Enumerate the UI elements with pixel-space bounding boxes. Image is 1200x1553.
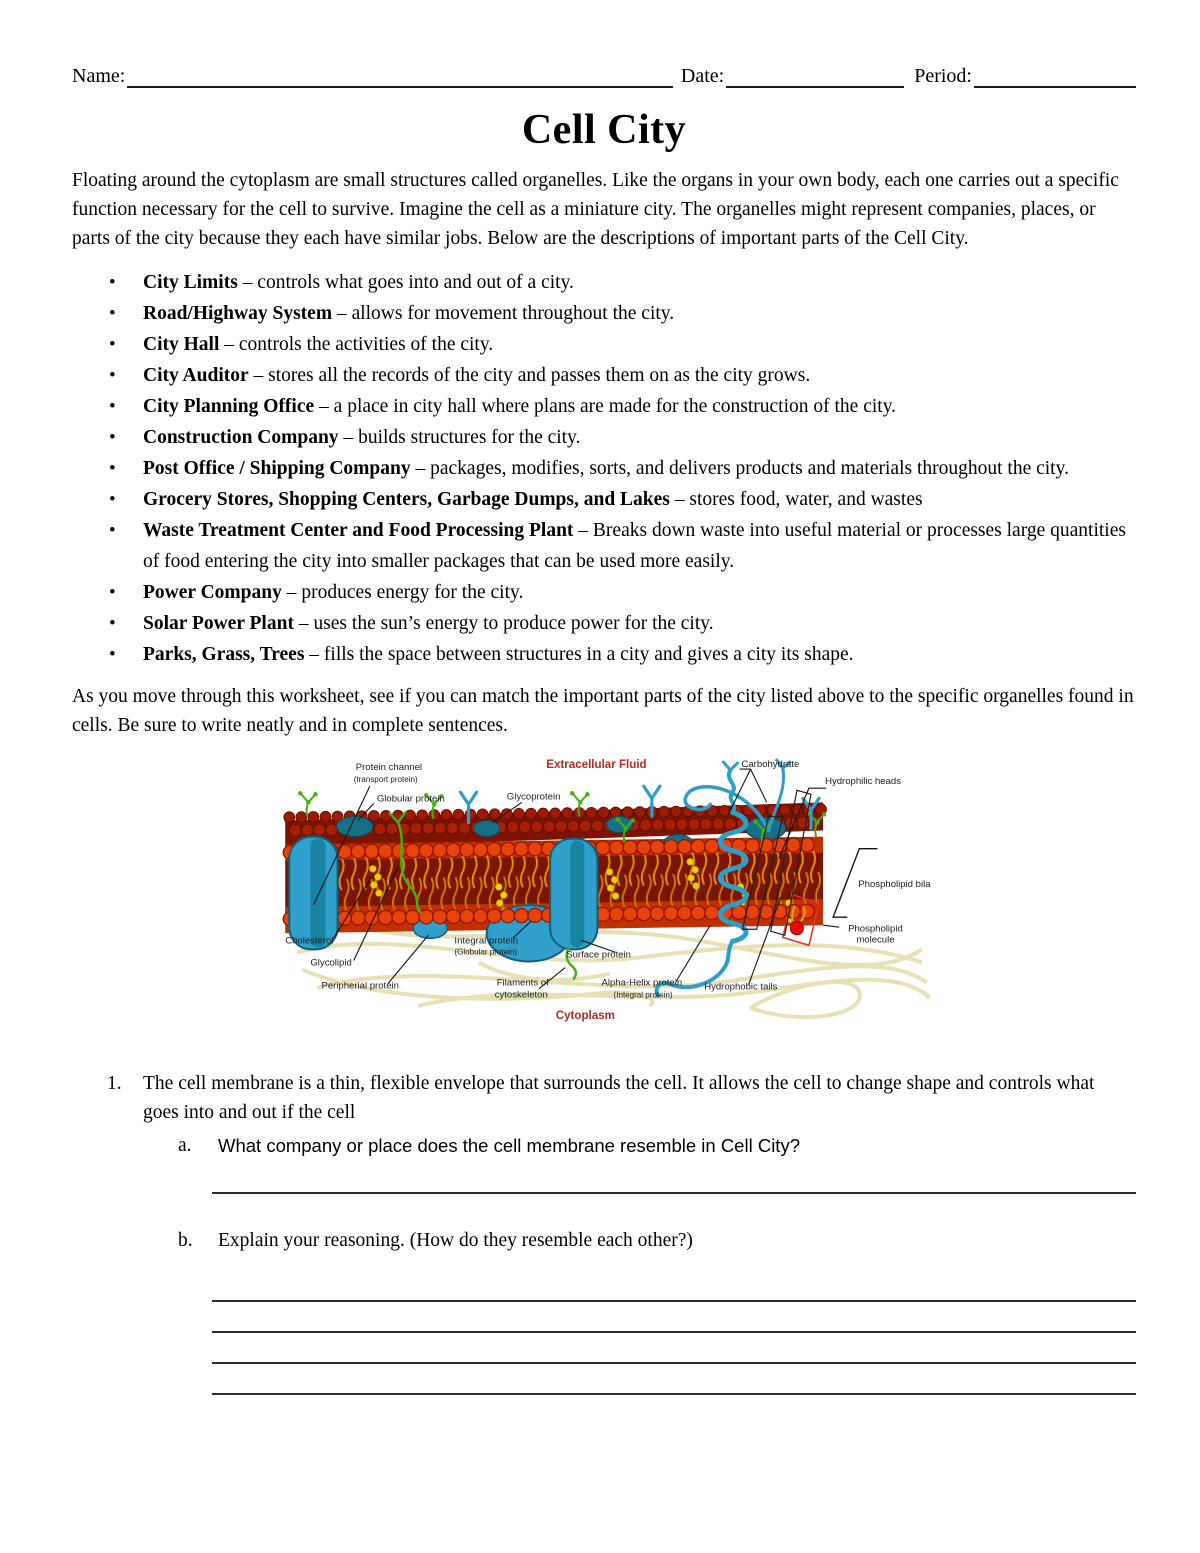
bullet-item-0 [143, 267, 1136, 298]
bullet-desc: – stores all the records of the city and passes them on as the city grows. [253, 365, 811, 386]
bullet-desc: – Breaks down waste into useful material or processes large quantities of food entering the city into smaller packages that can be used more easily. [143, 520, 1126, 572]
bullet-term: City Auditor [143, 365, 249, 386]
period-blank-line[interactable] [974, 62, 1136, 88]
bullet-term: Grocery Stores, Shopping Centers, Garbage Dumps, and Lakes [143, 489, 670, 510]
cytoskeleton-filaments [297, 929, 930, 1017]
label-alpha-helix-2: (Integral protein) [613, 990, 673, 1000]
bullet-item-7 [143, 484, 1136, 515]
bullet-term: Road/Highway System [143, 303, 333, 324]
label-surface-protein: Surface protein [565, 949, 631, 961]
label-protein-channel: Protein channel [355, 762, 422, 774]
question-1a-text: What company or place does the cell membrane resemble in Cell City? [218, 1135, 800, 1156]
label-integral-protein-1: Integral protein [453, 935, 518, 947]
label-cytoplasm: Cytoplasm [555, 1009, 615, 1022]
label-peripheral-protein: Peripherial protein [320, 980, 399, 992]
bullet-term: Solar Power Plant [143, 613, 294, 634]
answer-line-1b-1[interactable] [212, 1271, 1136, 1302]
bullet-term: Parks, Grass, Trees [143, 644, 305, 665]
label-filaments-2: cytoskeleton [494, 989, 548, 1001]
cell-membrane-diagram [277, 756, 932, 1039]
city-parts-list [72, 267, 1136, 670]
bullet-item-8 [143, 515, 1136, 577]
question-1-text: The cell membrane is a thin, flexible envelope that surrounds the cell. It allows the cell to change shape and controls what goes into and out if the cell [143, 1073, 1095, 1123]
date-blank-line[interactable] [726, 62, 904, 88]
bullet-item-5 [143, 422, 1136, 453]
bullet-desc: – fills the space between structures in a city and gives a city its shape. [309, 644, 854, 665]
bullet-desc: – controls what goes into and out of a city. [242, 272, 574, 293]
bullet-item-2 [143, 329, 1136, 360]
label-integral-protein-2: (Globular protein) [453, 947, 517, 957]
name-date-period-row [72, 62, 1136, 88]
question-1 [72, 1069, 1136, 1127]
label-phospholipid-molecule-1: Phospholipid [847, 923, 903, 935]
label-phospholipid-molecule-2: molecule [855, 934, 895, 946]
questions-section [72, 1069, 1136, 1395]
label-glycoprotein: Glycoprotein [506, 791, 560, 803]
label-glycolipid: Glycolipid [309, 957, 352, 969]
answer-lines-1b [212, 1271, 1136, 1395]
label-alpha-helix-1: Alpha-Helix protein [600, 977, 682, 989]
bullet-item-4 [143, 391, 1136, 422]
label-extracellular-fluid: Extracellular Fluid [545, 759, 647, 772]
page-title: Cell City [521, 107, 687, 153]
intro-paragraph: Floating around the cytoplasm are small structures called organelles. Like the organs in your own body, each one carries out a specific function necessary for the cell to survive. Imagine the cell as a miniature city. The organelles might represent companies, places, or parts of the city because they each have similar jobs. Below are the descriptions of important parts of the Cell City. [72, 170, 1119, 249]
bullet-desc: – packages, modifies, sorts, and delivers products and materials throughout the city. [415, 458, 1069, 479]
closing-paragraph: As you move through this worksheet, see if you can match the important parts of the city listed above to the specific organelles found in cells. Be sure to write neatly and in complete sentences. [72, 686, 1134, 736]
period-label: Period: [914, 65, 972, 87]
bullet-term: Post Office / Shipping Company [143, 458, 411, 479]
label-filaments-1: Filaments of [496, 977, 549, 989]
bullet-term: City Limits [143, 272, 238, 293]
bullet-item-9 [143, 577, 1136, 608]
bullet-desc: – uses the sun’s energy to produce power for the city. [298, 613, 714, 634]
bullet-item-11 [143, 639, 1136, 670]
label-globular-protein: Globular protein [376, 793, 445, 805]
label-transport-protein: (transport protein) [353, 775, 418, 785]
question-1b-text: Explain your reasoning. (How do they resemble each other?) [218, 1230, 693, 1251]
bullet-desc: – a place in city hall where plans are made for the construction of the city. [319, 396, 897, 417]
date-label: Date: [680, 65, 725, 87]
name-blank-line[interactable] [127, 62, 673, 88]
question-1a [72, 1131, 1136, 1160]
bullet-desc: – produces energy for the city. [286, 582, 524, 603]
label-hydrophobic-tails: Hydrophobic tails [703, 981, 777, 993]
answer-line-1a[interactable] [212, 1180, 1136, 1194]
bullet-desc: – stores food, water, and wastes [674, 489, 923, 510]
name-label: Name: [72, 65, 126, 87]
bullet-item-10 [143, 608, 1136, 639]
bullet-desc: – controls the activities of the city. [224, 334, 494, 355]
answer-line-1b-3[interactable] [212, 1333, 1136, 1364]
bullet-term: Waste Treatment Center and Food Processing Plant [143, 520, 574, 541]
question-1b [72, 1226, 1136, 1255]
label-cholesterol: Cholesterol [284, 935, 333, 947]
question-1a-letter: a. [178, 1135, 192, 1156]
label-phospholipid-bilayer: Phospholipid bila [857, 878, 931, 890]
bullet-term: City Planning Office [143, 396, 315, 417]
bullet-item-1 [143, 298, 1136, 329]
answer-line-1b-4[interactable] [212, 1364, 1136, 1395]
answer-line-1b-2[interactable] [212, 1302, 1136, 1333]
bullet-desc: – builds structures for the city. [343, 427, 581, 448]
bullet-term: City Hall [143, 334, 220, 355]
label-hydrophilic-heads: Hydrophilic heads [824, 776, 901, 788]
bullet-term: Construction Company [143, 427, 339, 448]
question-1-number: 1. [107, 1073, 122, 1094]
bullet-item-6 [143, 453, 1136, 484]
label-carbohydrate: Carbohydrate [740, 759, 799, 771]
bullet-term: Power Company [143, 582, 282, 603]
cell-membrane-svg [277, 756, 932, 1034]
bullet-desc: – allows for movement throughout the city. [336, 303, 675, 324]
question-1b-letter: b. [178, 1230, 193, 1251]
bullet-item-3 [143, 360, 1136, 391]
